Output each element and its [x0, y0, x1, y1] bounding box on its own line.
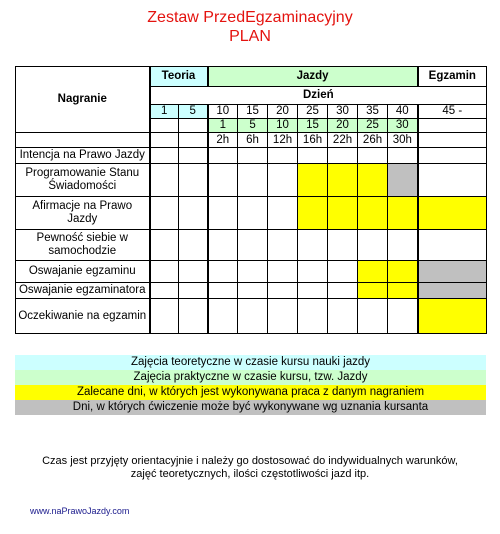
legend-praktyka: Zajęcia praktyczne w czasie kursu, tzw. Jazdy	[15, 370, 486, 385]
table-row	[16, 299, 487, 334]
table-row	[16, 283, 487, 299]
day-cell: 10	[208, 105, 238, 119]
day-cell: 15	[238, 105, 268, 119]
corner-label: Nagranie	[16, 67, 150, 133]
table-row	[16, 197, 487, 230]
legend-teoria: Zajęcia teoretyczne w czasie kursu nauki jazdy	[15, 355, 486, 370]
table-row	[16, 148, 487, 164]
row-label: Intencja na Prawo Jazdy	[16, 148, 150, 164]
day-cell: 1	[150, 105, 179, 119]
row-label: Pewność siebie w samochodzie	[16, 230, 150, 261]
hours-cell: 6h	[238, 133, 268, 148]
hours-cell: 26h	[358, 133, 388, 148]
session-cell: 5	[238, 119, 268, 133]
hours-cell: 16h	[298, 133, 328, 148]
row-label: Oswajanie egzaminatora	[16, 283, 150, 299]
day-cell: 20	[268, 105, 298, 119]
session-cell: 1	[208, 119, 238, 133]
session-cell: 10	[268, 119, 298, 133]
row-label: Oczekiwanie na egzamin	[16, 299, 150, 334]
plan-table	[15, 66, 487, 334]
note-line-2: zajęć teoretycznych, ilości częstotliwości jazd itp.	[130, 468, 370, 480]
session-cell: 20	[328, 119, 358, 133]
day-cell: 40	[388, 105, 418, 119]
day-cell: 25	[298, 105, 328, 119]
table-row	[16, 261, 487, 283]
table-row	[16, 164, 487, 197]
group-egzamin: Egzamin	[418, 67, 487, 87]
day-cell: 5	[179, 105, 208, 119]
hours-cell: 30h	[388, 133, 418, 148]
day-label: Dzień	[150, 87, 487, 105]
row-label: Programowanie Stanu Świadomości	[16, 164, 150, 197]
session-cell: 15	[298, 119, 328, 133]
note-line-1: Czas jest przyjęty orientacyjnie i należy go dostosować do indywidualnych warunków,	[42, 455, 458, 467]
group-teoria: Teoria	[150, 67, 208, 87]
table-row	[16, 230, 487, 261]
legend-zalecane: Zalecane dni, w których jest wykonywana praca z danym nagraniem	[15, 385, 486, 400]
document-title: Zestaw PrzedEgzaminacyjny	[147, 9, 353, 26]
day-cell: 45 -	[418, 105, 487, 119]
document-subtitle: PLAN	[229, 28, 271, 45]
day-cell: 30	[328, 105, 358, 119]
footer-url: www.naPrawoJazdy.com	[30, 506, 130, 516]
row-label: Afirmacje na Prawo Jazdy	[16, 197, 150, 230]
row-label: Oswajanie egzaminu	[16, 261, 150, 283]
hours-cell: 2h	[208, 133, 238, 148]
group-jazdy: Jazdy	[208, 67, 418, 87]
hours-cell: 22h	[328, 133, 358, 148]
hours-cell: 12h	[268, 133, 298, 148]
session-cell: 30	[388, 119, 418, 133]
day-cell: 35	[358, 105, 388, 119]
legend-dowolne: Dni, w których ćwiczenie może być wykonywane wg uznania kursanta	[15, 400, 486, 415]
session-cell: 25	[358, 119, 388, 133]
